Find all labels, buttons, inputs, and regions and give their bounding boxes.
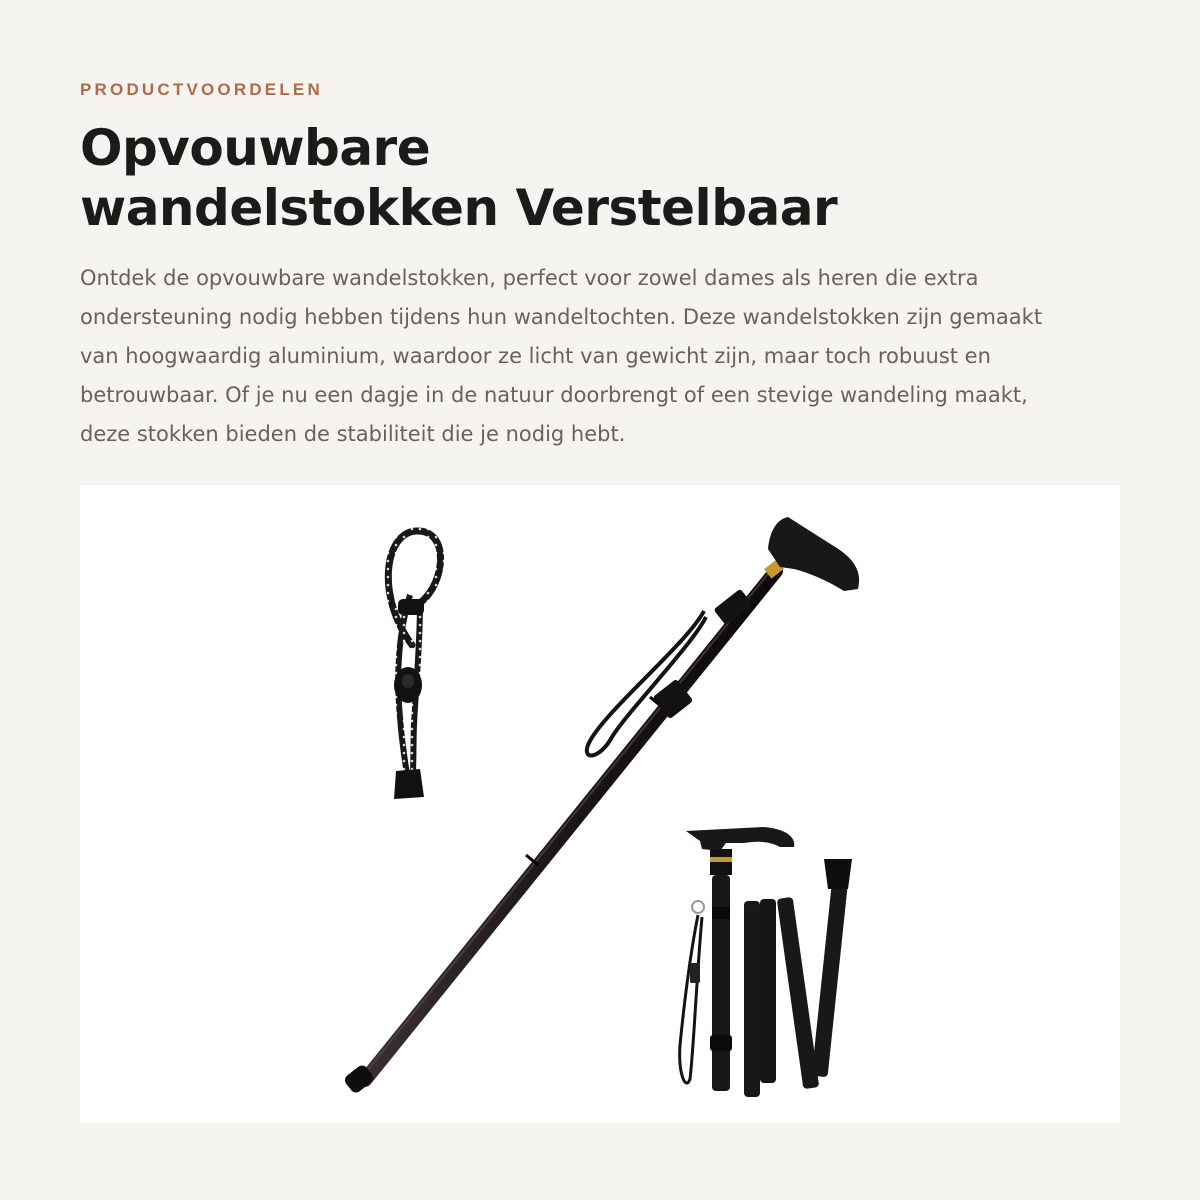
title-line-1: Opvouwbare (80, 119, 431, 177)
product-image (80, 485, 1120, 1123)
product-illustration (80, 485, 1120, 1123)
section-eyebrow: PRODUCTVOORDELEN (80, 80, 323, 99)
wrist-strap-accessory (388, 531, 440, 799)
walking-cane-folded (680, 827, 852, 1097)
product-description: Ontdek de opvouwbare wandelstokken, perfect voor zowel dames als heren die extra ondersteuning nodig hebben tijdens hun wandeltochten. Deze wandelstokken zijn gemaakt van hoogwaardig aluminium, waardoor ze licht van gewicht zijn, maar toch robuust en betrouwbaar. Of je nu een dagje in de natuur doorbrengt of een stevige wandeling maakt, deze stokken bieden de stabiliteit die je nodig hebt. (80, 266, 1043, 446)
page-title (80, 118, 980, 238)
title-line-2: wandelstokken Verstelbaar (80, 179, 838, 237)
